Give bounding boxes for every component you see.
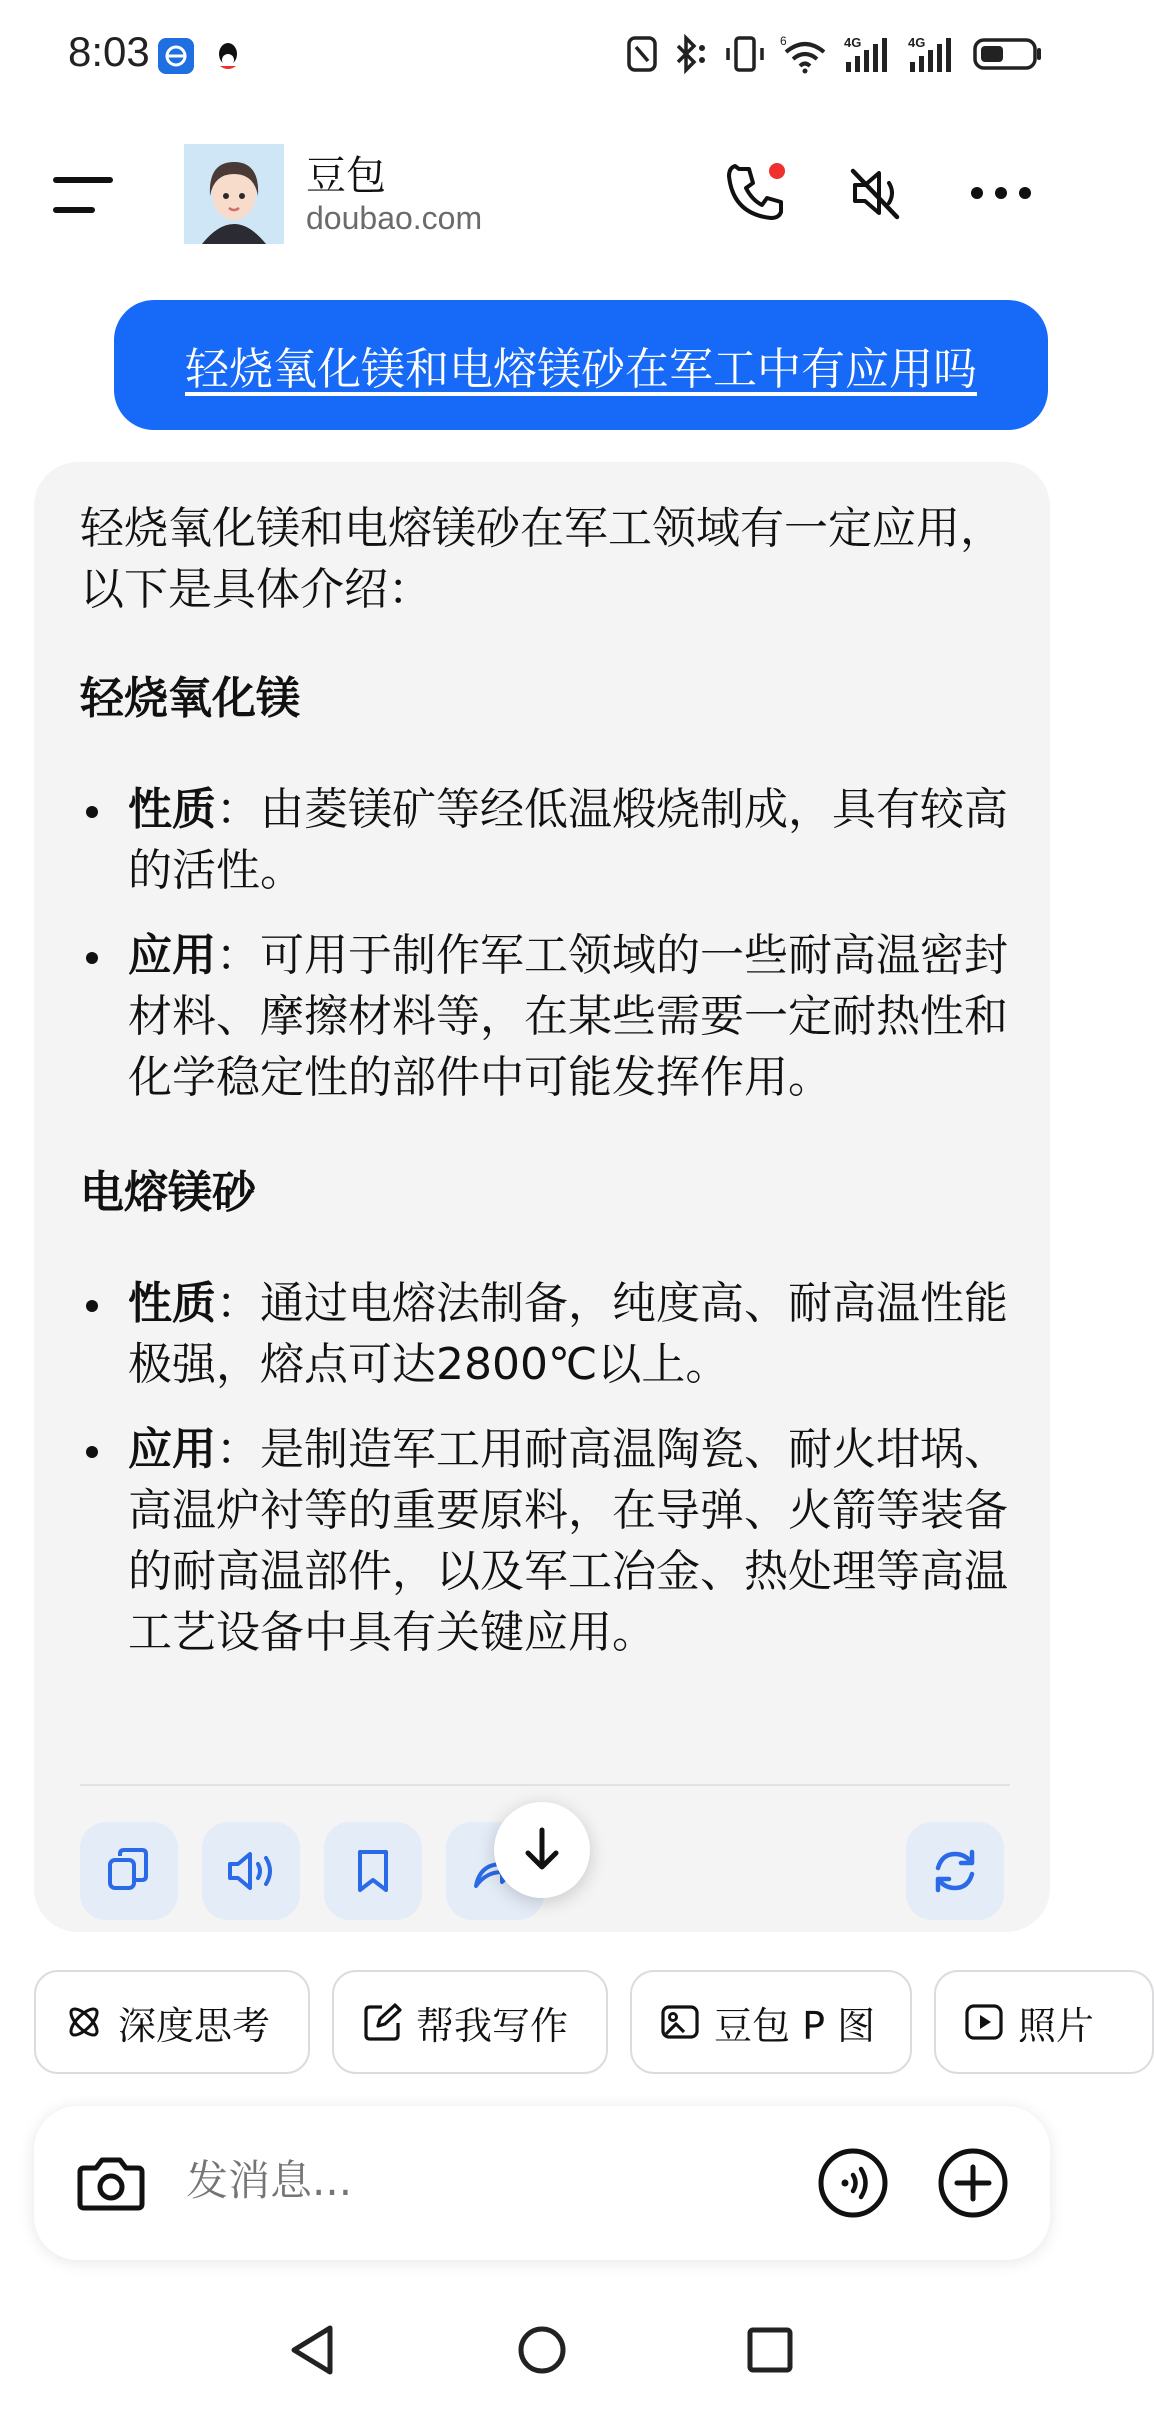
read-aloud-button[interactable] [202,1822,300,1920]
nav-recents-button[interactable] [730,2310,810,2390]
answer-body [80,498,1010,1717]
message-input[interactable] [186,2156,806,2205]
voice-wave-icon [817,2147,889,2219]
message-input-bar [34,2106,1050,2260]
svg-text:4G: 4G [844,35,862,50]
regenerate-button[interactable] [906,1822,1004,1920]
section-list [80,1273,1010,1663]
vibrate-icon [724,34,766,74]
chip-label: 照片 [1018,2003,1095,2048]
mute-button[interactable] [840,158,910,228]
speaker-icon [224,1846,278,1896]
bot-name: 豆包 [306,153,386,199]
browser-app-icon [158,38,194,74]
list-item: 应用：可用于制作军工领域的一些耐高温密封材料、摩擦材料等，在某些需要一定耐热性和化学稳定性的部件中可能发挥作用。 [80,925,1010,1108]
recents-square-icon [744,2324,796,2376]
plus-circle-icon [937,2147,1009,2219]
section-heading: 电熔镁砂 [80,1167,256,1218]
list-item: 应用：是制造军工用耐高温陶瓷、耐火坩埚、高温炉衬等的重要原料，在导弹、火箭等装备的耐高温部件，以及军工冶金、热处理等高温工艺设备中具有关键应用。 [80,1419,1010,1663]
voice-button[interactable] [816,2146,890,2220]
list-item: 性质：由菱镁矿等经低温煅烧制成，具有较高的活性。 [80,779,1010,901]
item-label: 性质 [128,1278,216,1329]
section-list [80,779,1010,1108]
section-heading: 轻烧氧化镁 [80,673,300,724]
refresh-icon [928,1844,982,1898]
copy-icon [104,1846,154,1896]
bookmark-button[interactable] [324,1822,422,1920]
answer-intro: 轻烧氧化镁和电熔镁砂在军工领域有一定应用，以下是具体介绍： [80,503,1004,615]
bluetooth-icon [672,34,710,74]
camera-button[interactable] [74,2146,148,2220]
camera-icon [76,2152,146,2214]
item-label: 应用 [128,930,216,981]
chip-deep-think[interactable] [34,1970,310,2074]
speaker-muted-icon [843,161,907,225]
more-button[interactable] [966,158,1036,228]
back-triangle-icon [286,2322,338,2378]
add-button[interactable] [936,2146,1010,2220]
item-label: 应用 [128,1424,216,1475]
home-circle-icon [516,2324,568,2376]
item-label: 性质 [128,784,216,835]
copy-button[interactable] [80,1822,178,1920]
scroll-to-bottom-button[interactable] [494,1802,590,1898]
svg-text:4G: 4G [908,35,926,50]
chip-help-write[interactable] [332,1970,608,2074]
user-message-text: 轻烧氧化镁和电熔镁砂在军工中有应用吗 [185,344,977,395]
bookmark-icon [350,1846,396,1896]
nav-home-button[interactable] [502,2310,582,2390]
svg-text:6: 6 [780,34,787,48]
nav-back-button[interactable] [272,2310,352,2390]
chip-label: 豆包 P 图 [714,2003,876,2048]
bot-avatar[interactable] [184,144,284,244]
status-time: 8:03 [68,28,150,75]
battery-icon [972,34,1044,74]
menu-icon [52,172,114,218]
chip-photo-edit[interactable] [630,1970,912,2074]
actions-divider [80,1784,1010,1786]
item-text: 是制造军工用耐高温陶瓷、耐火坩埚、高温炉衬等的重要原料，在导弹、火箭等装备的耐高温部件，以及军工冶金、热处理等高温工艺设备中具有关键应用。 [128,1424,1008,1658]
item-text: 可用于制作军工领域的一些耐高温密封材料、摩擦材料等，在某些需要一定耐热性和化学稳定性的部件中可能发挥作用。 [128,930,1008,1103]
arrow-down-icon [520,1826,564,1874]
user-message-bubble[interactable] [114,300,1048,430]
atom-icon [64,2002,104,2042]
shortcut-chips [34,1970,1095,2074]
bot-domain: doubao.com [306,200,483,236]
play-icon [964,2002,1004,2042]
more-icon [969,183,1033,203]
image-edit-icon [660,2002,700,2042]
signal-icon [844,34,894,74]
phone-icon [725,161,789,225]
status-icons [626,32,1044,76]
call-button[interactable] [722,158,792,228]
chip-label: 帮我写作 [416,2003,569,2048]
wifi-icon [780,34,830,74]
signal-icon-2 [908,34,958,74]
list-item: 性质：通过电熔法制备，纯度高、耐高温性能极强，熔点可达2800℃以上。 [80,1273,1010,1395]
qq-app-icon [210,38,246,74]
item-text: 通过电熔法制备，纯度高、耐高温性能极强，熔点可达2800℃以上。 [128,1278,1008,1390]
edit-icon [362,2002,402,2042]
nfc-icon [626,35,658,73]
menu-button[interactable] [52,172,114,218]
status-bar [0,0,1084,110]
assistant-answer-card [34,462,1050,1932]
chip-photo[interactable] [934,1970,1154,2074]
item-text: 由菱镁矿等经低温煅烧制成，具有较高的活性。 [128,784,1008,896]
chip-label: 深度思考 [118,2003,271,2048]
chat-header [0,130,1084,260]
